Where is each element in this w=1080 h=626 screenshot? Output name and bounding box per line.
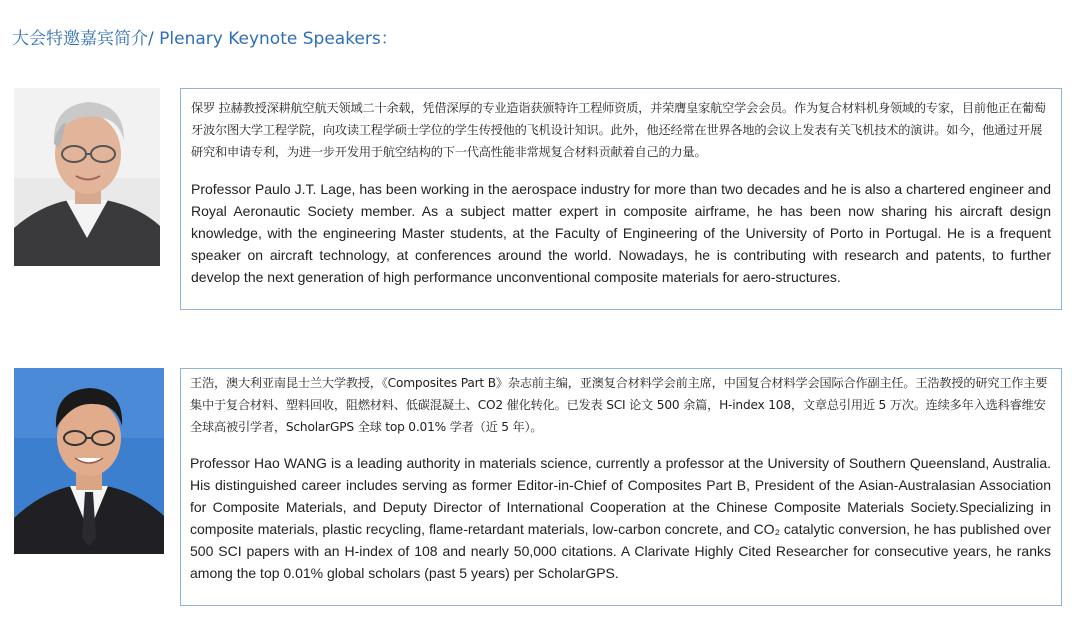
bio-english: Professor Hao WANG is a leading authority in materials science, currently a professor at the University of Southern Queensland, Australia. His distinguished career includes serving as former Editor-in-Chief of Composites Part B, President of the Asian-Australasian Association for Composite Materials, and Deputy Director of International Cooperation at the Chinese Composite Materials Society.Specializing in composite materials, plastic recycling, flame-retardant materials, low-carbon concrete, and CO₂ catalytic conversion, he has published over 500 SCI papers with an H-index of 108 and nearly 50,000 citations. A Clarivate Highly Cited Researcher for consecutive years, he ranks among the top 0.01% global scholars (past 5 years) per ScholarGPS. (190, 455, 1051, 581)
bio-box-lage (180, 88, 1062, 310)
page-title: 大会特邀嘉宾简介/ Plenary Keynote Speakers： (12, 29, 398, 49)
bio-english: Professor Paulo J.T. Lage, has been working in the aerospace industry for more than two decades and he is also a chartered engineer and Royal Aeronautic Society member. As a subject matter expert in composite airframe, he has been now sharing his aircraft design knowledge, with the engineering Master students, at the Faculty of Engineering of the University of Porto in Portugal. He is a frequent speaker on aircraft technology, at conferences around the world. Nowadays, he is contributing with research and patents, to further develop the next generation of high performance unconventional composite materials for aero-structures. (191, 181, 1051, 285)
bio-chinese: 保罗 拉赫教授深耕航空航天领域二十余载，凭借深厚的专业造诣获颁特许工程师资质，并荣膺皇家航空学会会员。作为复合材料机身领域的专家，目前他正在葡萄牙波尔图大学工程学院，向攻读工程学硕士学位的学生传授他的飞机设计知识。此外，他还经常在世界各地的会议上发表有关飞机技术的演讲。如今，他通过开展研究和申请专利，为进一步开发用于航空结构的下一代高性能非常规复合材料贡献着自己的力量。 (191, 101, 1046, 159)
portrait-photo-icon (14, 88, 160, 266)
speaker-photo-lage (14, 88, 160, 266)
speaker-photo-wang (14, 368, 164, 554)
portrait-photo-icon (14, 368, 164, 554)
bio-chinese: 王浩，澳大利亚南昆士兰大学教授，《Composites Part B》杂志前主编，亚澳复合材料学会前主席，中国复合材料学会国际合作副主任。王浩教授的研究工作主要集中于复合材料、塑料回收，阻燃材料、低碳混凝土、CO2 催化转化。已发表 SCI 论文 500 余篇，H-index 108，文章总引用近 5 万次。连续多年入选科睿维安全球高被引学者，ScholarGPS 全球 top 0.01% 学者（近 5 年）。 (190, 376, 1048, 434)
bio-box-wang (180, 368, 1062, 606)
